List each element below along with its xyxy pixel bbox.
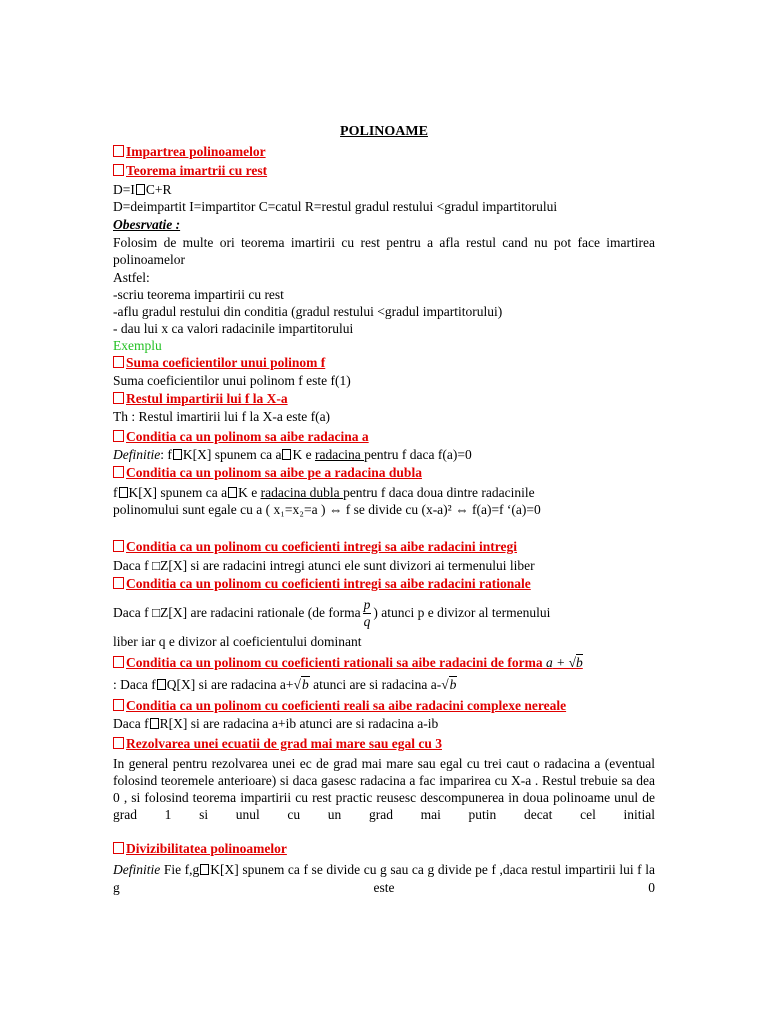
heading-suma: Suma coeficientilor unui polinom f xyxy=(113,355,325,371)
heading-cond1: Conditia ca un polinom sa aibe radacina a xyxy=(113,429,369,445)
astfel-text: Astfel: xyxy=(113,270,150,285)
step-2: -aflu gradul restului din conditia (gradul restului <gradul impartitorului) xyxy=(113,304,503,319)
sqrt-b: √b xyxy=(441,677,457,692)
missing-glyph-icon xyxy=(282,449,291,460)
cond4-line2: liber iar q e divizor al coeficientului dominant xyxy=(113,634,362,649)
checkbox-icon xyxy=(113,392,124,404)
suma-text: Suma coeficientilor unui polinom f este f(1) xyxy=(113,373,351,388)
fraction-p-over-q: $\frac{p}{q}$ xyxy=(363,597,371,630)
checkbox-icon xyxy=(113,737,124,749)
missing-glyph-icon xyxy=(200,864,209,875)
heading-cond3: Conditia ca un polinom cu coeficienti intregi sa aibe radacini intregi xyxy=(113,539,517,555)
checkbox-icon xyxy=(113,466,124,478)
cond6-text: Daca f R[X] si are radacina a+ib atunci are si radacina a-ib xyxy=(113,716,439,731)
page-title: POLINOAME xyxy=(340,124,428,139)
observation-text: Folosim de multe ori teorema imartirii cu rest pentru a afla restul cand nu pot face imartirea polinoamelor xyxy=(113,235,655,267)
cond2-text: f K[X] spunem ca a K e radacina dubla pentru f daca doua dintre radacinile xyxy=(113,485,535,500)
restul-text: Th : Restul imartirii lui f la X-a este f(a) xyxy=(113,409,331,424)
heading-cond2: Conditia ca un polinom sa aibe pe a radacina dubla xyxy=(113,465,422,481)
checkbox-icon xyxy=(113,145,124,157)
missing-glyph-icon xyxy=(136,184,145,195)
cond1-text: Definitie: f K[X] spunem ca a K e radacina pentru f daca f(a)=0 xyxy=(113,447,472,462)
heading-teorema: Teorema imartrii cu rest xyxy=(113,163,267,179)
heading-restul: Restul impartirii lui f la X-a xyxy=(113,391,288,407)
heading-rezolvare: Rezolvarea unei ecuatii de grad mai mare sau egal cu 3 xyxy=(113,736,442,752)
heading-cond4: Conditia ca un polinom cu coeficienti intregi sa aibe radacini rationale xyxy=(113,576,531,592)
definitions-line: D=deimpartit I=impartitor C=catul R=restul gradul restului <gradul impartitorului xyxy=(113,199,558,214)
cond2-line2: polinomului sunt egale cu a ( x₁=x₂=a ) ⇔ f se divide cu (x-a)² ⇔ f(a)=f ‘(a)=0 xyxy=(113,502,541,517)
missing-glyph-icon xyxy=(228,487,237,498)
checkbox-icon xyxy=(113,430,124,442)
checkbox-icon xyxy=(113,540,124,552)
missing-glyph-icon xyxy=(173,449,182,460)
observation-label: Obesrvatie : xyxy=(113,217,181,232)
checkbox-icon xyxy=(113,164,124,176)
checkbox-icon xyxy=(113,577,124,589)
heading-divizibilitate: Divizibilitatea polinoamelor xyxy=(113,841,287,857)
checkbox-icon xyxy=(113,656,124,668)
missing-glyph-icon xyxy=(119,487,128,498)
step-1: -scriu teorema impartirii cu rest xyxy=(113,287,284,302)
example-label: Exemplu xyxy=(113,338,162,353)
step-3: - dau lui x ca valori radacinile impartitorului xyxy=(113,321,354,336)
missing-glyph-icon xyxy=(157,679,166,690)
heading-impartrea: Impartrea polinoamelor xyxy=(113,144,266,160)
checkbox-icon xyxy=(113,842,124,854)
missing-glyph-icon xyxy=(150,718,159,729)
cond5-text: : Daca f Q[X] si are radacina a+√b atunci are si radacina a-√b xyxy=(113,677,457,692)
heading-cond6: Conditia ca un polinom cu coeficienti reali sa aibe radacini complexe nereale xyxy=(113,698,566,714)
heading-cond5: Conditia ca un polinom cu coeficienti rationali sa aibe radacini de forma a + √b xyxy=(113,655,583,671)
checkbox-icon xyxy=(113,699,124,711)
cond4-text: Daca f □Z[X] are radacini rationale (de forma $\frac{p}{q}$ ) atunci p e divizor al termenului xyxy=(113,597,551,630)
checkbox-icon xyxy=(113,356,124,368)
cond3-text: Daca f □Z[X] si are radacini intregi atunci ele sunt divizori ai termenului liber xyxy=(113,558,535,573)
sqrt-b: √b xyxy=(293,677,309,692)
formula-line: D=I C+R xyxy=(113,182,172,197)
rezolvare-text: In general pentru rezolvarea unei ec de grad mai mare sau egal cu trei caut o radacina a (eventual folosind teoremele anterioare) si daca gasesc radacina a fac imparirea cu X-a . Restul trebuie sa dea 0 , si folosind teorema impartirii cu rest practic reusesc descompunerea in doua polinoame unul de grad 1 si unul cu un grad mai putin decat cel initial xyxy=(113,756,655,822)
divizibilitate-text: Definitie Fie f,g K[X] spunem ca f se divide cu g sau ca g divide pe f ,daca restul impartirii lui f la g este 0 xyxy=(113,862,655,895)
